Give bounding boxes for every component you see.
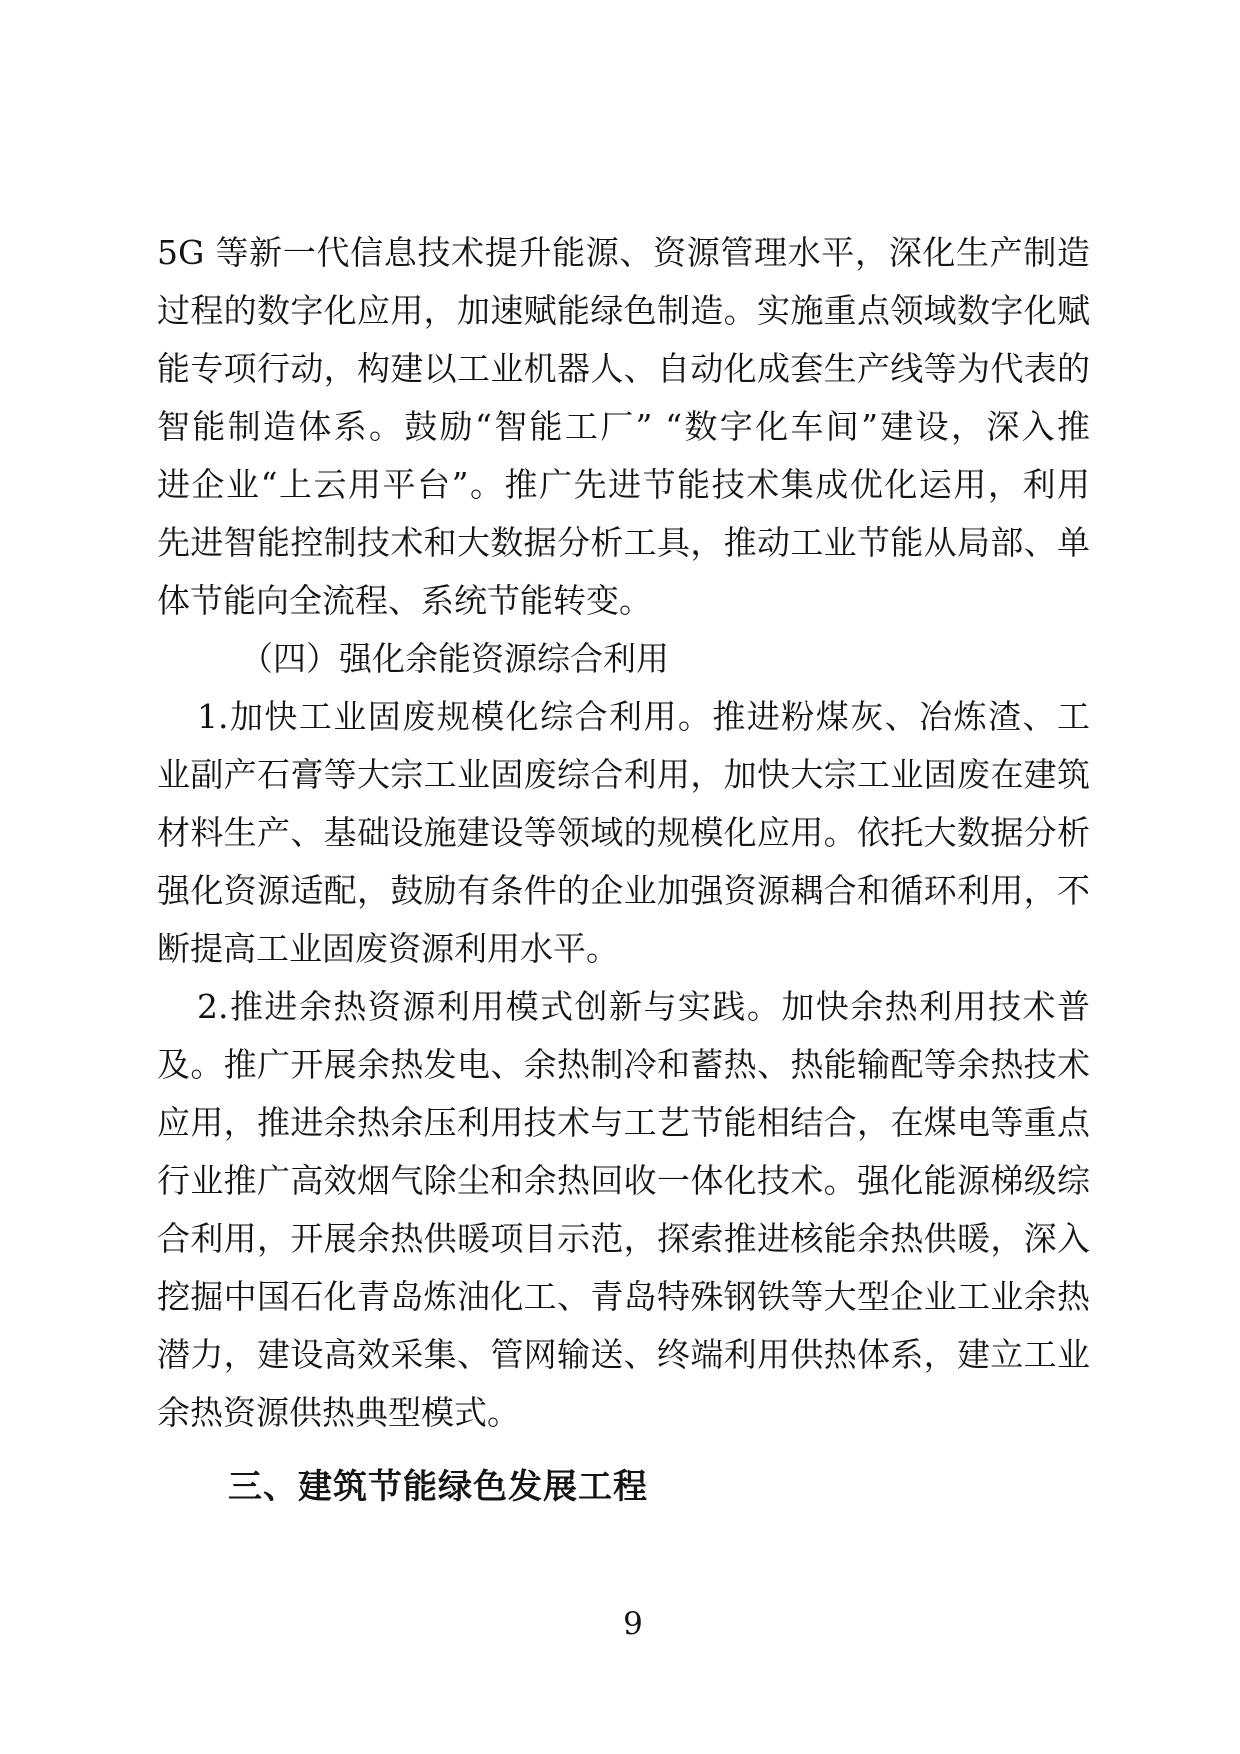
paragraph-line: 行业推广高效烟气除尘和余热回收一体化技术。强化能源梯级综	[157, 1161, 1090, 1200]
paragraph-line: 先进智能控制技术和大数据分析工具，推动工业节能从局部、单	[157, 523, 1090, 562]
paragraph-line: 智能制造体系。鼓励“智能工厂” “数字化车间”建设，深入推	[157, 407, 1090, 446]
document-body	[157, 224, 1090, 1516]
paragraph-line: 体节能向全流程、系统节能转变。	[157, 581, 652, 620]
numbered-item-line: 1.加快工业固废规模化综合利用。推进粉煤灰、冶炼渣、工	[197, 697, 1090, 736]
paragraph-line: 能专项行动，构建以工业机器人、自动化成套生产线等为代表的	[157, 349, 1090, 388]
page-number: 9	[623, 1606, 643, 1642]
paragraph-line: 挖掘中国石化青岛炼油化工、青岛特殊钢铁等大型企业工业余热	[157, 1277, 1090, 1316]
paragraph-line: 及。推广开展余热发电、余热制冷和蓄热、热能输配等余热技术	[157, 1045, 1090, 1084]
paragraph-line: 5G 等新一代信息技术提升能源、资源管理水平，深化生产制造	[157, 233, 1090, 272]
paragraph-line: 材料生产、基础设施建设等领域的规模化应用。依托大数据分析	[157, 813, 1090, 852]
numbered-item-line: 2.推进余热资源利用模式创新与实践。加快余热利用技术普	[197, 987, 1090, 1026]
paragraph-line: 潜力，建设高效采集、管网输送、终端利用供热体系，建立工业	[157, 1335, 1090, 1374]
paragraph-line: 进企业“上云用平台”。推广先进节能技术集成优化运用，利用	[157, 465, 1090, 504]
paragraph-line: 余热资源供热典型模式。	[157, 1393, 520, 1432]
paragraph-line: 强化资源适配，鼓励有条件的企业加强资源耦合和循环利用，不	[157, 871, 1090, 910]
paragraph-line: 合利用，开展余热供暖项目示范，探索推进核能余热供暖，深入	[157, 1219, 1090, 1258]
chapter-heading: 三、建筑节能绿色发展工程	[228, 1467, 648, 1507]
paragraph-line: 业副产石膏等大宗工业固废综合利用，加快大宗工业固废在建筑	[157, 755, 1090, 794]
paragraph-line: 应用，推进余热余压利用技术与工艺节能相结合，在煤电等重点	[157, 1103, 1090, 1142]
subsection-heading: （四）强化余能资源综合利用	[240, 639, 669, 678]
paragraph-line: 断提高工业固废资源利用水平。	[157, 929, 619, 968]
paragraph-line: 过程的数字化应用，加速赋能绿色制造。实施重点领域数字化赋	[157, 291, 1090, 330]
